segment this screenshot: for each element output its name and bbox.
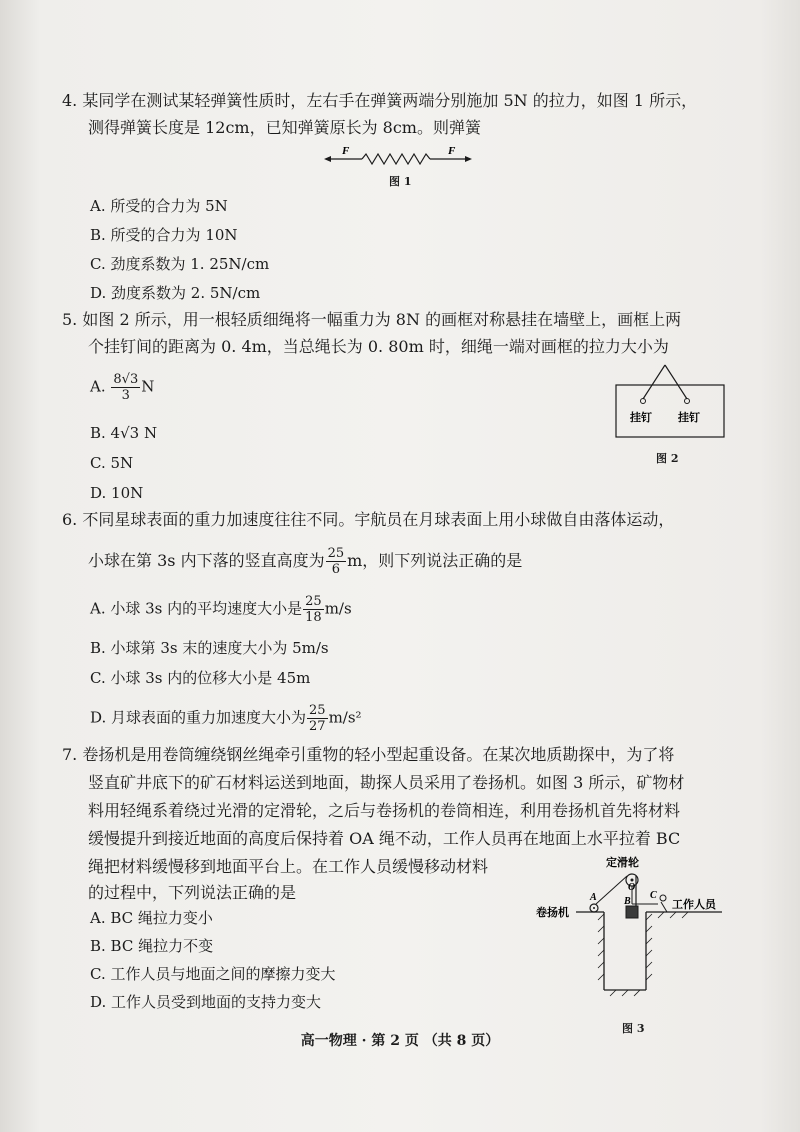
q5-option-d: D. 10N [90,484,144,502]
q6-line2 [88,546,522,577]
q6-option-a-numerator: 25 [305,594,322,609]
q7-stem-4: 缓慢提升到接近地面的高度后保持着 OA 绳不动，工作人员再在地面上水平拉着 BC [88,829,681,848]
q7-line1 [62,742,674,768]
q7-number: 7. [62,745,78,764]
q6-option-a-fraction [303,594,324,625]
q6-option-a [90,594,352,625]
fig1-caption: 图 1 [389,175,412,188]
fig3-caption: 图 3 [622,1022,645,1035]
q4-stem-2: 测得弹簧长度是 12cm，已知弹簧原长为 8cm。则弹簧 [88,118,481,137]
q7-stem-5: 绳把材料缓慢移到地面平台上。在工作人员缓慢移动材料 [88,857,489,876]
q4-option-b: B. 所受的合力为 10N [90,226,238,244]
q6-option-a-unit: m/s [324,599,352,618]
q5-option-a-numerator: 8√3 [113,372,139,387]
q7-option-c: C. 工作人员与地面之间的摩擦力变大 [90,965,336,983]
q7-stem-6: 的过程中，下列说法正确的是 [88,883,297,902]
picture-frame-figure [612,355,732,450]
q7-option-a: A. BC 绳拉力变小 [90,909,213,927]
q6-option-d-text: D. 月球表面的重力加速度大小为 [90,708,307,727]
q6-option-c: C. 小球 3s 内的位移大小是 45m [90,669,311,687]
point-c-label: C [650,890,657,901]
q4-number: 4. [62,91,78,110]
point-b-label: B [624,896,631,907]
q6-option-d-unit: m/s² [328,708,362,727]
q6-stem-fraction [326,546,347,577]
left-arrow-icon [324,156,331,162]
nail-label-left: 挂钉 [630,411,652,424]
q6-option-a-denominator: 18 [305,610,322,625]
q4-option-c: C. 劲度系数为 1. 25N/cm [90,255,270,273]
force-label-left: F [342,145,350,157]
q7-option-d: D. 工作人员受到地面的支持力变大 [90,993,322,1011]
q7-stem-3: 料用轻绳系着绕过光滑的定滑轮，之后与卷扬机的卷筒相连，利用卷扬机首先将材料 [88,801,681,820]
worker-head-icon [660,895,666,901]
spring-figure [320,140,480,170]
string-left [643,365,665,399]
q4-option-d: D. 劲度系数为 2. 5N/cm [90,284,261,302]
q4-line1 [62,88,697,114]
q6-option-d-denominator: 27 [309,719,326,734]
q6-stem-2-post: m，则下列说法正确的是 [347,551,523,570]
q5-option-c: C. 5N [90,454,134,472]
q6-option-d [90,703,362,734]
winch-label: 卷扬机 [536,906,569,919]
q5-option-a-unit: N [141,377,155,396]
page-footer: 高一物理 · 第 2 页 （共 8 页） [300,1033,500,1049]
q5-number: 5. [62,310,78,329]
fig2-caption: 图 2 [656,452,679,465]
pulley-label: 定滑轮 [606,856,639,869]
q5-stem-1: 如图 2 所示，用一根轻质细绳将一幅重力为 8N 的画框对称悬挂在墙壁上，画框上两 [82,310,682,329]
worker-body [661,902,667,912]
q6-option-b: B. 小球第 3s 末的速度大小为 5m/s [90,639,329,657]
q6-option-d-numerator: 25 [309,703,326,718]
spring-coil [362,154,430,164]
q6-number: 6. [62,510,78,529]
q5-stem-2: 个挂钉间的距离为 0. 4m，当总绳长为 0. 80m 时，细绳一端对画框的拉力大小为 [88,337,669,356]
q7-option-b: B. BC 绳拉力不变 [90,937,214,955]
q5-line1 [62,307,681,333]
material-bucket-icon [626,906,638,918]
q5-option-a-fraction [111,372,140,403]
point-o-label: O [628,882,636,893]
q5-option-a-prefix: A. [90,377,106,396]
rope-oa [596,876,627,904]
winch-drum-axle [593,907,595,909]
q4-option-a: A. 所受的合力为 5N [90,197,228,215]
force-label-right: F [448,145,456,157]
right-arrow-icon [465,156,472,162]
worker-label: 工作人员 [672,898,716,911]
q4-stem-1: 某同学在测试某轻弹簧性质时，左右手在弹簧两端分别施加 5N 的拉力，如图 1 所示， [82,91,698,110]
q5-option-b: B. 4√3 N [90,424,158,442]
q5-option-a-denominator: 3 [121,388,130,403]
winch-figure [532,852,728,1022]
q7-stem-2: 竖直矿井底下的矿石材料运送到地面，勘探人员采用了卷扬机。如图 3 所示，矿物材 [88,773,685,792]
q6-option-a-text: A. 小球 3s 内的平均速度大小是 [90,599,303,618]
q6-stem-2-pre: 小球在第 3s 内下落的竖直高度为 [88,551,325,570]
q6-option-d-fraction [307,703,328,734]
string-right [665,365,687,399]
q6-stem-1: 不同星球表面的重力加速度往往不同。宇航员在月球表面上用小球做自由落体运动， [82,510,675,529]
q7-stem-1: 卷扬机是用卷筒缠绕钢丝绳牵引重物的轻小型起重设备。在某次地质勘探中，为了将 [82,745,675,764]
q6-stem-denominator: 6 [331,562,340,577]
nail-right-icon [685,399,690,404]
q5-option-a [90,372,154,403]
q6-stem-numerator: 25 [327,546,345,561]
point-a-label: A [590,892,597,903]
q6-line1 [62,507,674,533]
ground-hatching [598,912,688,996]
nail-left-icon [641,399,646,404]
nail-label-right: 挂钉 [678,411,700,424]
